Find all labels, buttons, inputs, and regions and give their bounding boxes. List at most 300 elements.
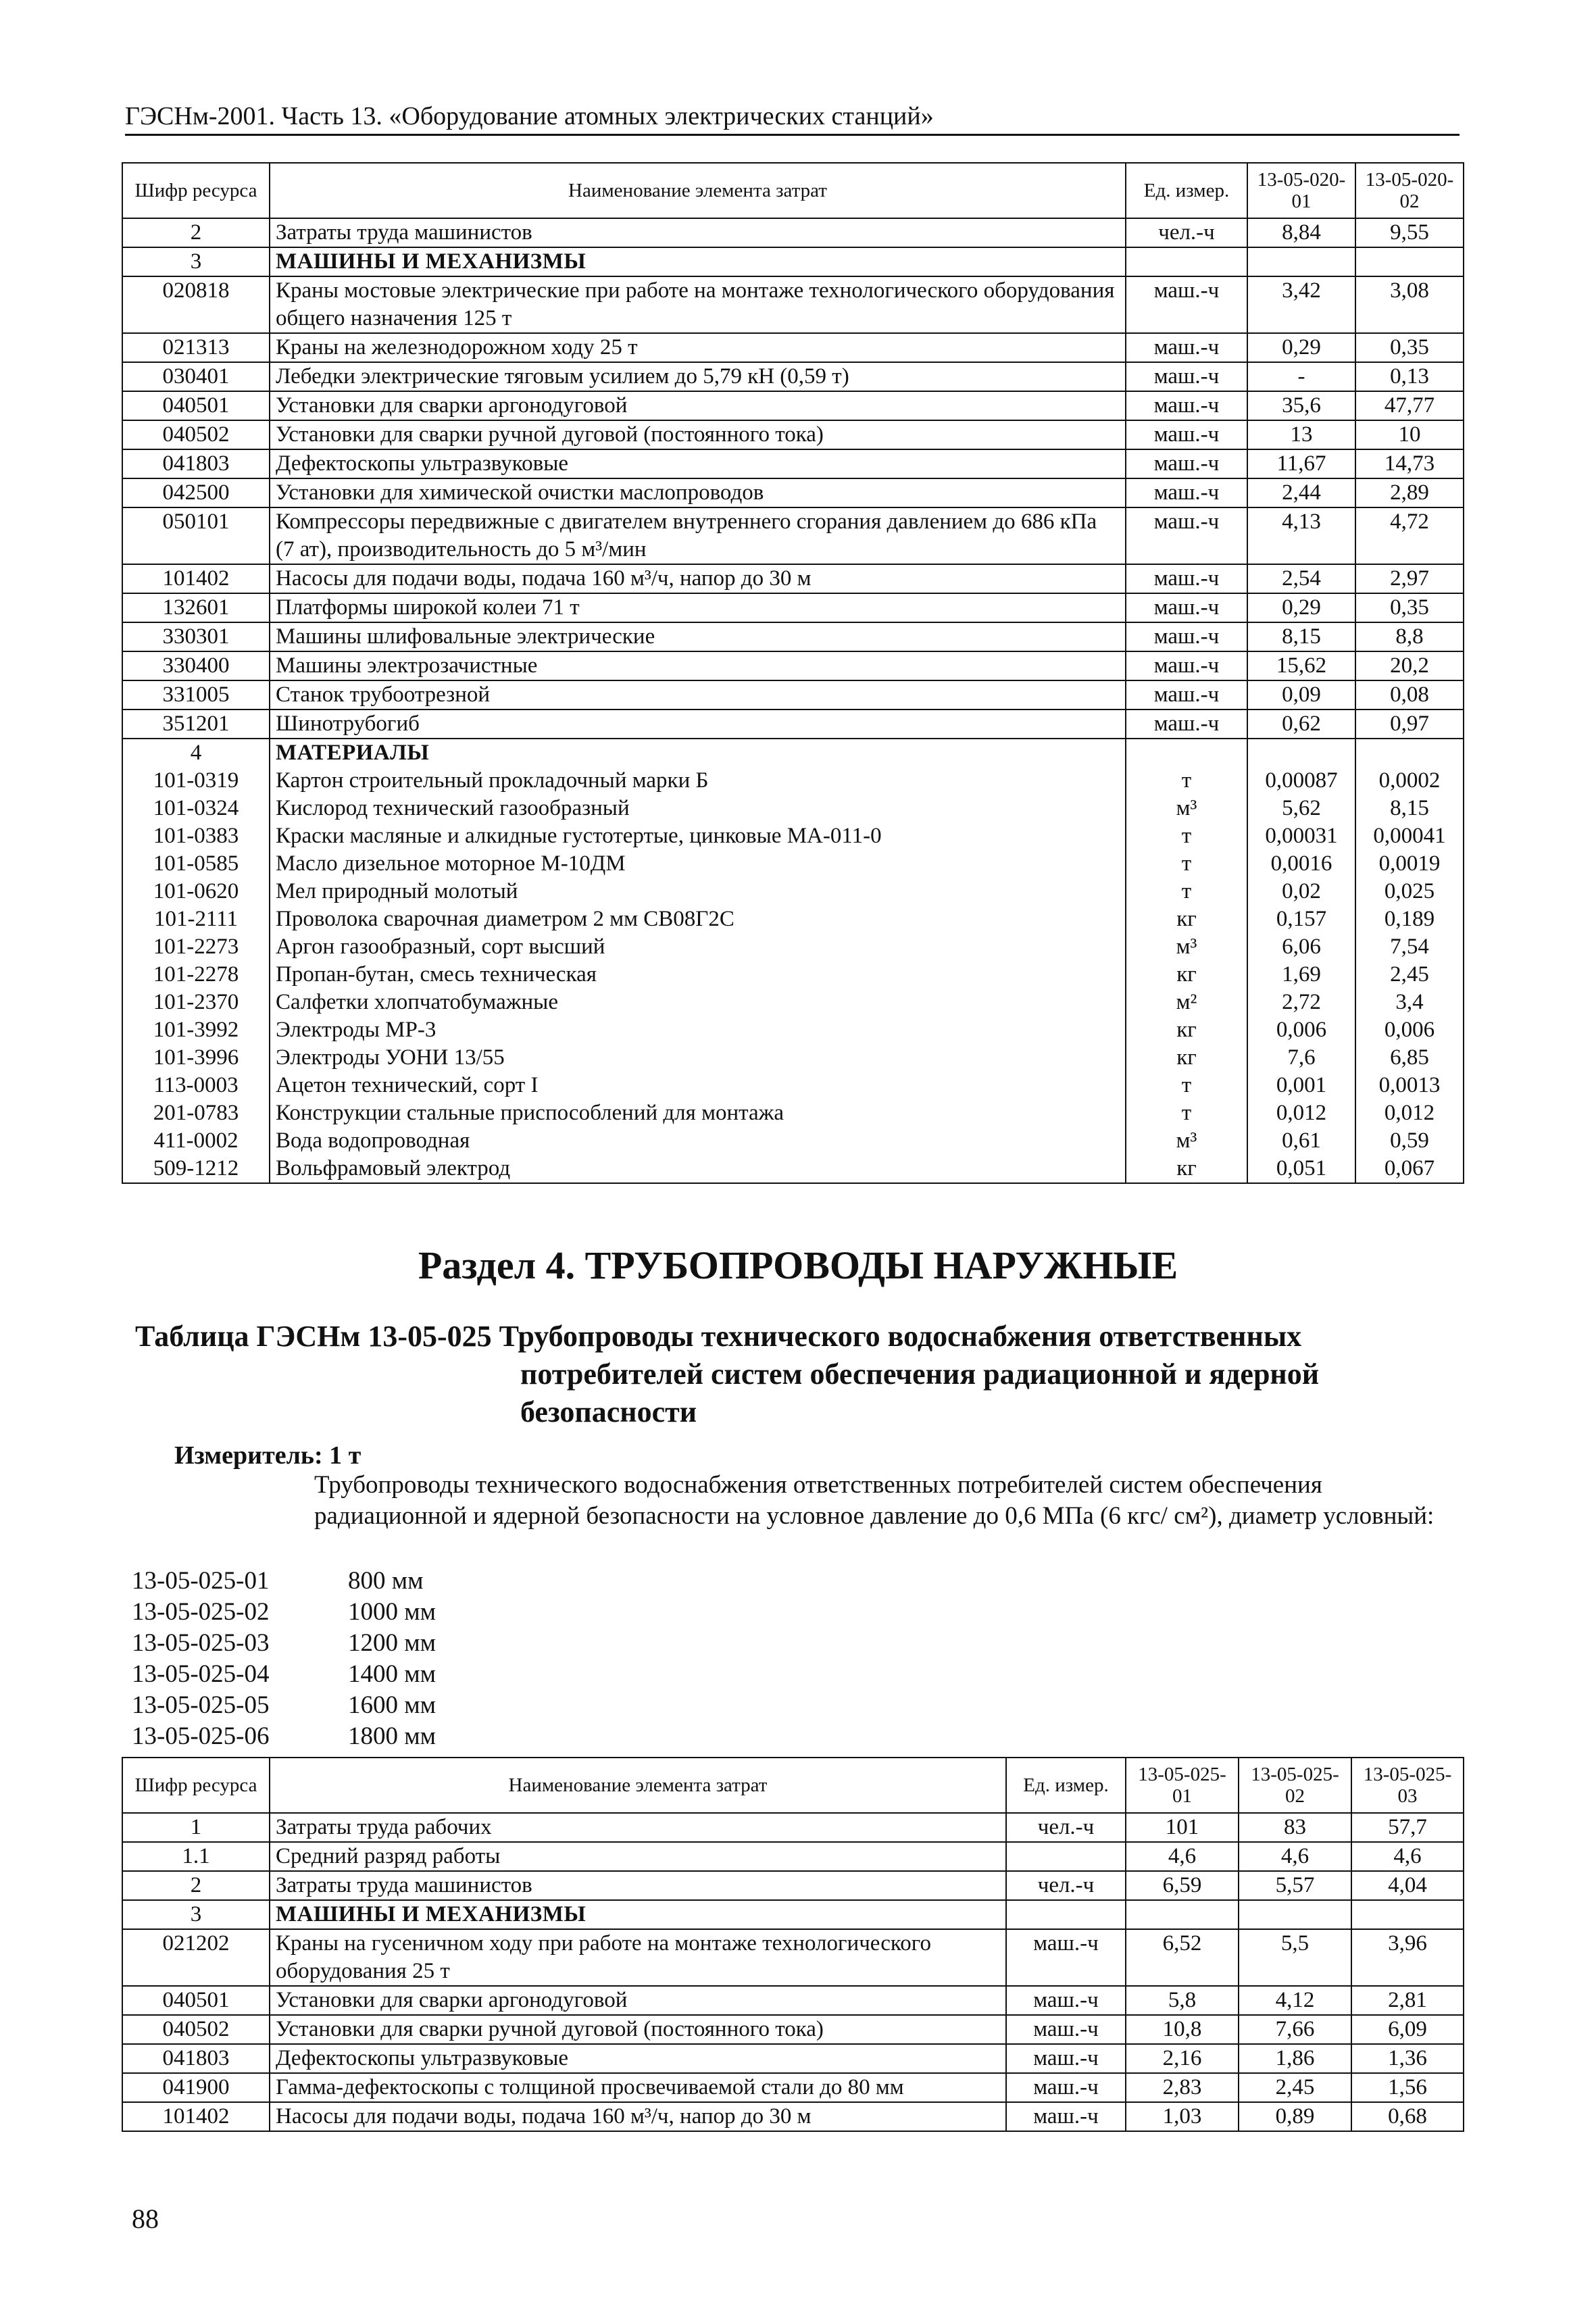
norm-value: 6,06 [1247,933,1355,961]
cost-element-name: Машины шлифовальные электрические [270,622,1126,651]
norm-code-item [132,1721,436,1752]
norm-code-item [132,1597,436,1628]
unit-of-measure: маш.-ч [1006,1929,1126,1986]
cost-element-name: Платформы широкой колеи 71 т [270,593,1126,622]
table-row [122,710,1464,739]
norm-value: 0,051 [1247,1155,1355,1183]
cost-element-name: Затраты труда рабочих [270,1813,1006,1842]
norm-code-item [132,1628,436,1659]
unit-of-measure: маш.-ч [1126,651,1247,680]
cost-element-name: Салфетки хлопчатобумажные [270,989,1126,1016]
resource-code: 509-1212 [122,1155,270,1183]
norm-value: 2,81 [1351,1986,1464,2015]
cost-element-name: Затраты труда машинистов [270,218,1126,247]
table-row [122,2015,1464,2044]
table-row [122,2102,1464,2131]
unit-of-measure: чел.-ч [1006,1871,1126,1900]
norm-value: 14,73 [1355,449,1464,478]
norm-value: 7,6 [1247,1044,1355,1072]
norm-value: 0,012 [1355,1099,1464,1127]
cost-element-name: Лебедки электрические тяговым усилием до 5,79 кН (0,59 т) [270,362,1126,391]
norm-value: 8,8 [1355,622,1464,651]
cost-element-name: Масло дизельное моторное М-10ДМ [270,850,1126,878]
table-row [122,2044,1464,2073]
norm-value: 1,03 [1126,2102,1239,2131]
norm-value [1239,1900,1351,1929]
norm-value: 1,69 [1247,961,1355,989]
norm-value: 6,59 [1126,1871,1239,1900]
cost-element-name: Шинотрубогиб [270,710,1126,739]
unit-of-measure: маш.-ч [1006,2044,1126,2073]
col-header-unit: Ед. измер. [1006,1758,1126,1813]
norm-value: 2,72 [1247,989,1355,1016]
norm-value [1247,739,1355,767]
table-row [122,1929,1464,1986]
norm-value: 4,12 [1239,1986,1351,2015]
cost-element-name: МАТЕРИАЛЫ [270,739,1126,767]
table-title [135,1318,1460,1431]
norm-code-item [132,1690,436,1721]
cost-element-name: Машины электрозачистные [270,651,1126,680]
resource-code: 132601 [122,593,270,622]
norm-value: 101 [1126,1813,1239,1842]
unit-of-measure: т [1126,767,1247,795]
cost-element-name: Установки для сварки ручной дуговой (постоянного тока) [270,2015,1006,2044]
norm-value: 0,08 [1355,680,1464,710]
resource-code: 411-0002 [122,1127,270,1155]
unit-of-measure: маш.-ч [1126,276,1247,333]
norm-value: 6,52 [1126,1929,1239,1986]
resource-code: 040502 [122,420,270,449]
cost-element-name: Электроды МР-3 [270,1016,1126,1044]
norm-value: 0,68 [1351,2102,1464,2131]
norm-value [1355,739,1464,767]
norm-value: 0,006 [1355,1016,1464,1044]
unit-of-measure: м² [1126,989,1247,1016]
norm-code: 13-05-025-01 [132,1567,270,1595]
resource-code: 040501 [122,1986,270,2015]
table-row [122,1871,1464,1900]
resource-code: 101-0383 [122,822,270,850]
cost-element-name: Аргон газообразный, сорт высший [270,933,1126,961]
unit-of-measure: т [1126,1099,1247,1127]
resource-code: 021202 [122,1929,270,1986]
cost-element-name: Конструкции стальные приспособлений для монтажа [270,1099,1126,1127]
norm-value: 8,15 [1247,622,1355,651]
col-header-020-01: 13-05-020-01 [1247,163,1355,218]
unit-of-measure [1126,247,1247,276]
resource-code: 101-2278 [122,961,270,989]
resource-code: 101402 [122,564,270,593]
table-row [122,739,1464,767]
norm-value: 0,0019 [1355,850,1464,878]
table-row [122,1842,1464,1871]
norm-value: 4,13 [1247,507,1355,564]
resource-code: 040501 [122,391,270,420]
col-header-code: Шифр ресурса [122,163,270,218]
table-row [122,822,1464,850]
cost-element-name: Вольфрамовый электрод [270,1155,1126,1183]
table-row [122,420,1464,449]
table-row [122,1986,1464,2015]
col-header-020-02: 13-05-020-02 [1355,163,1464,218]
table-row [122,961,1464,989]
pipe-diameter: 1600 мм [348,1691,437,1719]
resource-code: 030401 [122,362,270,391]
table-row [122,593,1464,622]
norm-value: 0,61 [1247,1127,1355,1155]
norm-value [1247,247,1355,276]
unit-of-measure: маш.-ч [1126,478,1247,507]
cost-element-name: Насосы для подачи воды, подача 160 м³/ч, напор до 30 м [270,2102,1006,2131]
unit-of-measure: маш.-ч [1126,362,1247,391]
table-row [122,933,1464,961]
norm-value: 57,7 [1351,1813,1464,1842]
col-header-name: Наименование элемента затрат [270,1758,1006,1813]
table-row [122,850,1464,878]
unit-of-measure: кг [1126,961,1247,989]
unit-of-measure: маш.-ч [1006,2102,1126,2131]
norm-value: 1,36 [1351,2044,1464,2073]
unit-of-measure: маш.-ч [1126,680,1247,710]
cost-element-name: Затраты труда машинистов [270,1871,1006,1900]
norm-code: 13-05-025-02 [132,1598,270,1626]
cost-element-name: Станок трубоотрезной [270,680,1126,710]
norm-value: 0,29 [1247,333,1355,362]
norm-value: 1,86 [1239,2044,1351,2073]
resource-code: 101-0319 [122,767,270,795]
norm-code-item [132,1659,436,1690]
resource-code: 041803 [122,449,270,478]
table-row [122,878,1464,905]
table-row [122,1072,1464,1099]
norm-value: 0,025 [1355,878,1464,905]
cost-element-name: Краны на железнодорожном ходу 25 т [270,333,1126,362]
norm-value: 6,09 [1351,2015,1464,2044]
table-row [122,622,1464,651]
cost-element-name: Дефектоскопы ультразвуковые [270,449,1126,478]
unit-of-measure: маш.-ч [1006,2073,1126,2102]
norm-value [1126,1900,1239,1929]
resource-code: 101402 [122,2102,270,2131]
norm-code: 13-05-025-05 [132,1691,270,1719]
col-header-025-02: 13-05-025-02 [1239,1758,1351,1813]
norm-value: 0,02 [1247,878,1355,905]
cost-element-name: Электроды УОНИ 13/55 [270,1044,1126,1072]
cost-element-name: Компрессоры передвижные с двигателем внутреннего сгорания давлением до 686 кПа (7 ат), производительность до 5 м³/мин [270,507,1126,564]
norm-value: 3,4 [1355,989,1464,1016]
norm-value: 2,97 [1355,564,1464,593]
resource-code: 050101 [122,507,270,564]
col-header-code: Шифр ресурса [122,1758,270,1813]
table-title-line2: потребителей систем обеспечения радиационной и ядерной безопасности [520,1358,1320,1428]
unit-of-measure: т [1126,1072,1247,1099]
table-row [122,564,1464,593]
resource-code: 101-2370 [122,989,270,1016]
norm-value: 0,067 [1355,1155,1464,1183]
table-row [122,1099,1464,1127]
cost-element-name: Дефектоскопы ультразвуковые [270,2044,1006,2073]
unit-of-measure: т [1126,878,1247,905]
unit-of-measure: маш.-ч [1126,449,1247,478]
unit-of-measure: чел.-ч [1006,1813,1126,1842]
page-header: ГЭСНм-2001. Часть 13. «Оборудование атомных электрических станций» [125,101,1460,136]
norm-value: 35,6 [1247,391,1355,420]
norm-value: 5,57 [1239,1871,1351,1900]
cost-element-name: Проволока сварочная диаметром 2 мм СВ08Г2С [270,905,1126,933]
resource-code: 113-0003 [122,1072,270,1099]
table-row [122,795,1464,822]
measure-label: Измеритель: 1 т [174,1441,361,1470]
norm-value: 15,62 [1247,651,1355,680]
unit-of-measure: маш.-ч [1126,507,1247,564]
page-number: 88 [132,2204,159,2234]
norm-value: 0,157 [1247,905,1355,933]
pipe-diameter: 1000 мм [348,1598,437,1626]
norm-code-list [132,1566,436,1752]
table-row [122,507,1464,564]
norm-value: 4,6 [1239,1842,1351,1871]
norm-value: 2,83 [1126,2073,1239,2102]
resource-code: 101-2273 [122,933,270,961]
norm-value: 8,84 [1247,218,1355,247]
unit-of-measure [1006,1842,1126,1871]
norm-value: 0,00041 [1355,822,1464,850]
cost-element-name: Гамма-дефектоскопы с толщиной просвечиваемой стали до 80 мм [270,2073,1006,2102]
norm-value: 0,00087 [1247,767,1355,795]
resource-code: 1 [122,1813,270,1842]
unit-of-measure: м³ [1126,795,1247,822]
norm-value: 47,77 [1355,391,1464,420]
cost-element-name: Краски масляные и алкидные густотертые, цинковые МА-011-0 [270,822,1126,850]
resource-code: 021313 [122,333,270,362]
norm-value: 0,0013 [1355,1072,1464,1099]
table-row [122,680,1464,710]
norm-value: 0,97 [1355,710,1464,739]
norm-value: 10 [1355,420,1464,449]
pipe-diameter: 1800 мм [348,1722,437,1750]
norm-value: 0,09 [1247,680,1355,710]
norm-value: 5,8 [1126,1986,1239,2015]
table-row [122,1155,1464,1183]
norm-value: 0,62 [1247,710,1355,739]
norm-value: 3,42 [1247,276,1355,333]
table-row [122,905,1464,933]
resource-code: 020818 [122,276,270,333]
resource-code: 2 [122,218,270,247]
table-row [122,1900,1464,1929]
resource-code: 041803 [122,2044,270,2073]
cost-element-name: Краны на гусеничном ходу при работе на монтаже технологического оборудования 25 т [270,1929,1006,1986]
resource-code: 3 [122,247,270,276]
norm-value: 6,85 [1355,1044,1464,1072]
norm-value: 4,6 [1126,1842,1239,1871]
norm-value: 0,0016 [1247,850,1355,878]
norm-code: 13-05-025-03 [132,1629,270,1657]
unit-of-measure: маш.-ч [1126,593,1247,622]
resource-code: 101-0324 [122,795,270,822]
resource-table-025 [122,1757,1464,2132]
norm-value: 4,6 [1351,1842,1464,1871]
norm-code: 13-05-025-06 [132,1722,270,1750]
unit-of-measure: кг [1126,1016,1247,1044]
norm-value: 3,08 [1355,276,1464,333]
norm-value: 0,00031 [1247,822,1355,850]
cost-element-name: Вода водопроводная [270,1127,1126,1155]
norm-code-item [132,1566,436,1597]
table-row [122,1813,1464,1842]
table-row [122,391,1464,420]
unit-of-measure: кг [1126,905,1247,933]
unit-of-measure: м³ [1126,933,1247,961]
table-row [122,1016,1464,1044]
unit-of-measure: маш.-ч [1006,2015,1126,2044]
unit-of-measure: маш.-ч [1126,420,1247,449]
section-title: Раздел 4. ТРУБОПРОВОДЫ НАРУЖНЫЕ [418,1243,1178,1287]
col-header-025-03: 13-05-025-03 [1351,1758,1464,1813]
table-header-row [122,1758,1464,1813]
norm-value: 5,5 [1239,1929,1351,1986]
norm-value: 10,8 [1126,2015,1239,2044]
col-header-unit: Ед. измер. [1126,163,1247,218]
norm-value: 3,96 [1351,1929,1464,1986]
table-row [122,478,1464,507]
unit-of-measure [1006,1900,1126,1929]
unit-of-measure: маш.-ч [1126,710,1247,739]
norm-value: 2,45 [1355,961,1464,989]
cost-element-name: Установки для химической очистки маслопроводов [270,478,1126,507]
unit-of-measure [1126,739,1247,767]
table-row [122,651,1464,680]
norm-value: 8,15 [1355,795,1464,822]
table-row [122,1044,1464,1072]
unit-of-measure: т [1126,850,1247,878]
table-row [122,2073,1464,2102]
resource-code: 042500 [122,478,270,507]
pipe-diameter: 800 мм [348,1567,424,1595]
resource-code: 101-3992 [122,1016,270,1044]
cost-element-name: Установки для сварки ручной дуговой (постоянного тока) [270,420,1126,449]
pipe-diameter: 1200 мм [348,1629,437,1657]
norm-value: 2,44 [1247,478,1355,507]
table-row [122,989,1464,1016]
norm-value: 83 [1239,1813,1351,1842]
unit-of-measure: чел.-ч [1126,218,1247,247]
resource-code: 101-0620 [122,878,270,905]
resource-code: 040502 [122,2015,270,2044]
cost-element-name: Краны мостовые электрические при работе на монтаже технологического оборудования общего назначения 125 т [270,276,1126,333]
measure-description: Трубопроводы технического водоснабжения ответственных потребителей систем обеспечения радиационной и ядерной безопасности на условное давление до 0,6 МПа (6 кгс/ см²), диаметр условный: [314,1471,1435,1530]
norm-value: 2,16 [1126,2044,1239,2073]
norm-value: 0,89 [1239,2102,1351,2131]
table-row [122,333,1464,362]
unit-of-measure: кг [1126,1155,1247,1183]
cost-element-name: МАШИНЫ И МЕХАНИЗМЫ [270,247,1126,276]
unit-of-measure: маш.-ч [1126,333,1247,362]
cost-element-name: Установки для сварки аргонодуговой [270,391,1126,420]
norm-value: 2,45 [1239,2073,1351,2102]
pipe-diameter: 1400 мм [348,1660,437,1688]
norm-value: 7,54 [1355,933,1464,961]
cost-element-name: МАШИНЫ И МЕХАНИЗМЫ [270,1900,1006,1929]
norm-value: 2,89 [1355,478,1464,507]
norm-value [1351,1900,1464,1929]
norm-value: 0,006 [1247,1016,1355,1044]
norm-value: 4,04 [1351,1871,1464,1900]
resource-code: 1.1 [122,1842,270,1871]
table-row [122,276,1464,333]
resource-code: 101-3996 [122,1044,270,1072]
norm-value: 7,66 [1239,2015,1351,2044]
resource-code: 351201 [122,710,270,739]
norm-value: 0,29 [1247,593,1355,622]
table-row [122,247,1464,276]
norm-value: 9,55 [1355,218,1464,247]
table-row [122,218,1464,247]
cost-element-name: Мел природный молотый [270,878,1126,905]
table-title-line1: Таблица ГЭСНм 13-05-025 Трубопроводы технического водоснабжения ответственных [135,1320,1302,1353]
norm-value: 0,012 [1247,1099,1355,1127]
resource-code: 4 [122,739,270,767]
col-header-025-01: 13-05-025-01 [1126,1758,1239,1813]
resource-code: 101-0585 [122,850,270,878]
norm-value: 0,0002 [1355,767,1464,795]
resource-code: 331005 [122,680,270,710]
norm-value: 0,13 [1355,362,1464,391]
norm-value: 11,67 [1247,449,1355,478]
cost-element-name: Картон строительный прокладочный марки Б [270,767,1126,795]
cost-element-name: Кислород технический газообразный [270,795,1126,822]
resource-code: 101-2111 [122,905,270,933]
norm-value: 0,35 [1355,333,1464,362]
norm-value: 0,001 [1247,1072,1355,1099]
norm-value: 4,72 [1355,507,1464,564]
table-row [122,767,1464,795]
resource-code: 330301 [122,622,270,651]
norm-value: 0,189 [1355,905,1464,933]
norm-value: 1,56 [1351,2073,1464,2102]
norm-value [1355,247,1464,276]
table-row [122,449,1464,478]
cost-element-name: Пропан-бутан, смесь техническая [270,961,1126,989]
col-header-name: Наименование элемента затрат [270,163,1126,218]
norm-value: 0,35 [1355,593,1464,622]
resource-code: 201-0783 [122,1099,270,1127]
norm-value: - [1247,362,1355,391]
resource-code: 041900 [122,2073,270,2102]
unit-of-measure: маш.-ч [1126,622,1247,651]
cost-element-name: Насосы для подачи воды, подача 160 м³/ч, напор до 30 м [270,564,1126,593]
unit-of-measure: м³ [1126,1127,1247,1155]
table-row [122,362,1464,391]
norm-value: 20,2 [1355,651,1464,680]
table-row [122,1127,1464,1155]
unit-of-measure: т [1126,822,1247,850]
norm-code: 13-05-025-04 [132,1660,270,1688]
cost-element-name: Установки для сварки аргонодуговой [270,1986,1006,2015]
unit-of-measure: кг [1126,1044,1247,1072]
cost-element-name: Ацетон технический, сорт I [270,1072,1126,1099]
unit-of-measure: маш.-ч [1126,391,1247,420]
resource-code: 330400 [122,651,270,680]
cost-element-name: Средний разряд работы [270,1842,1006,1871]
norm-value: 5,62 [1247,795,1355,822]
unit-of-measure: маш.-ч [1126,564,1247,593]
resource-code: 3 [122,1900,270,1929]
norm-value: 2,54 [1247,564,1355,593]
unit-of-measure: маш.-ч [1006,1986,1126,2015]
norm-value: 13 [1247,420,1355,449]
